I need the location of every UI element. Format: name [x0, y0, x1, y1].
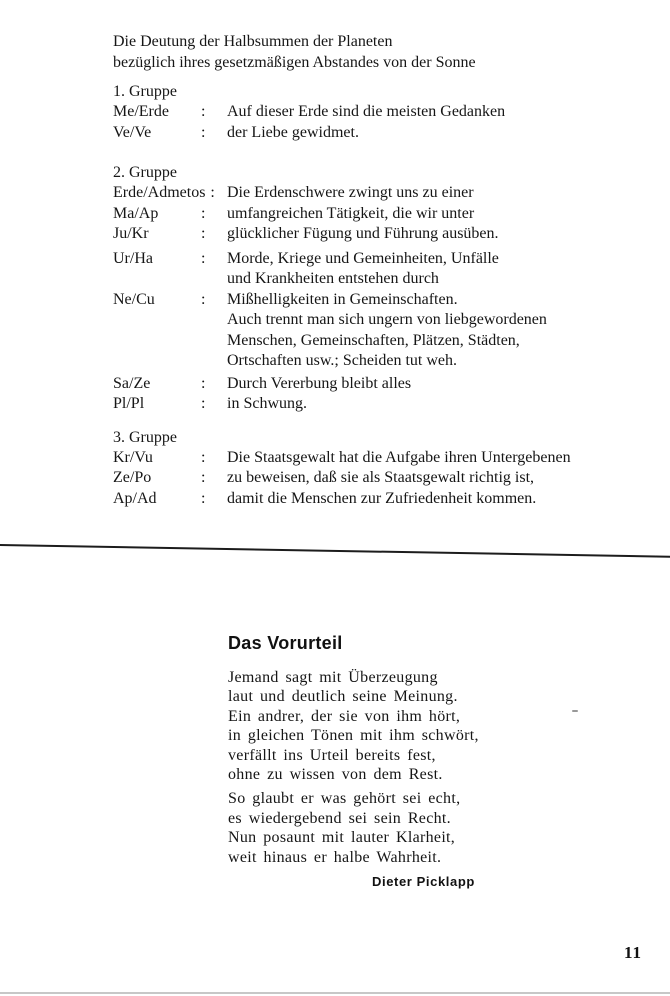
- pair-label: [113, 269, 201, 290]
- planet-pair-row: [113, 183, 633, 204]
- poem-line: Jemand sagt mit Überzeugung: [228, 669, 438, 686]
- interpretation-text: Mißhelligkeiten in Gemeinschaften.: [227, 290, 458, 308]
- continuation-row: [113, 310, 633, 331]
- colon-separator: :: [201, 469, 206, 486]
- colon-separator: :: [210, 184, 215, 201]
- interpretation-text: Menschen, Gemeinschaften, Plätzen, Städten,: [227, 331, 520, 349]
- halfsum-interpretation-block: [113, 31, 633, 509]
- continuation-row: [113, 269, 633, 290]
- pair-label: Pl/Pl: [113, 395, 145, 412]
- pair-label: Ma/Ap: [113, 204, 159, 222]
- colon-separator: [201, 331, 227, 352]
- interpretation-text: glücklicher Fügung und Führung ausüben.: [227, 225, 499, 242]
- planet-pair-row: [113, 374, 633, 395]
- interpretation-text: Durch Vererbung bleibt alles: [227, 374, 412, 392]
- page-number: 11: [624, 943, 643, 962]
- poem-line: verfällt ins Urteil bereits fest,: [228, 746, 436, 764]
- planet-pair-row: [113, 290, 633, 311]
- colon-separator: [201, 310, 227, 331]
- planet-pair-row: [113, 123, 633, 144]
- interpretation-text: umfangreichen Tätigkeit, die wir unter: [227, 204, 475, 222]
- planet-pair-row: [113, 448, 633, 469]
- interpretation-text: Die Erdenschwere zwingt uns zu einer: [227, 184, 474, 201]
- poem-line: So glaubt er was gehört sei echt,: [228, 790, 461, 808]
- pair-label: Ju/Kr: [113, 225, 149, 242]
- planet-pair-row: [113, 224, 633, 245]
- pair-label: [113, 310, 201, 331]
- planet-pair-row: [113, 394, 633, 415]
- planet-pair-row: [113, 489, 633, 510]
- interpretation-text: damit die Menschen zur Zufriedenheit kommen.: [227, 489, 537, 507]
- poem-line: laut und deutlich seine Meinung.: [228, 688, 458, 706]
- colon-separator: :: [201, 448, 206, 466]
- poem-title: Das Vorurteil: [228, 633, 343, 653]
- poem-block: [228, 632, 608, 889]
- planet-pair-row: [113, 468, 633, 489]
- colon-separator: :: [201, 123, 206, 141]
- interpretation-text: zu beweisen, daß sie als Staatsgewalt richtig ist,: [227, 469, 535, 486]
- group-2-title: 2. Gruppe: [113, 164, 177, 181]
- pair-label: Ne/Cu: [113, 290, 155, 308]
- pair-label: [113, 183, 227, 204]
- colon-separator: :: [201, 374, 206, 392]
- pair-label: Ze/Po: [113, 469, 152, 486]
- poem-line: es wiedergebend sei sein Recht.: [228, 809, 451, 827]
- continuation-row: [113, 331, 633, 352]
- document-title-line2: bezüglich ihres gesetzmäßigen Abstandes von der Sonne: [113, 54, 476, 71]
- pair-label: Ur/Ha: [113, 249, 153, 267]
- pair-label: Ve/Ve: [113, 123, 152, 141]
- scan-artifact-speck: [572, 710, 578, 712]
- poem-stanza-1: [228, 668, 608, 784]
- poem-author: Dieter Picklapp: [372, 874, 475, 890]
- planet-pair-row: [113, 204, 633, 225]
- colon-separator: :: [201, 249, 206, 267]
- interpretation-text: Morde, Kriege und Gemeinheiten, Unfälle: [227, 249, 499, 267]
- colon-separator: [201, 351, 227, 372]
- poem-line: weit hinaus er halbe Wahrheit.: [228, 848, 442, 866]
- colon-separator: :: [201, 204, 206, 222]
- poem-line: ohne zu wissen von dem Rest.: [228, 766, 443, 784]
- poem-line: in gleichen Tönen mit ihm schwört,: [228, 727, 479, 745]
- document-title-line1: Die Deutung der Halbsummen der Planeten: [113, 33, 393, 50]
- pair-label: Kr/Vu: [113, 448, 153, 466]
- poem-stanza-2: [228, 789, 608, 867]
- interpretation-text: Ortschaften usw.; Scheiden tut weh.: [227, 352, 458, 369]
- interpretation-text: Auch trennt man sich ungern von liebgewordenen: [227, 311, 547, 328]
- interpretation-text: der Liebe gewidmet.: [227, 123, 359, 141]
- colon-separator: [201, 269, 227, 290]
- pair-label: Ap/Ad: [113, 489, 157, 507]
- pair-label: [113, 351, 201, 372]
- planet-pair-row: [113, 102, 633, 123]
- pair-label: Sa/Ze: [113, 374, 151, 392]
- document-title: [113, 31, 633, 73]
- poem-line: Nun posaunt mit lauter Klarheit,: [228, 829, 456, 847]
- colon-separator: :: [201, 290, 206, 308]
- colon-separator: :: [201, 489, 206, 507]
- continuation-row: [113, 351, 633, 372]
- interpretation-text: in Schwung.: [227, 395, 307, 412]
- bottom-scan-edge-line: [0, 992, 670, 994]
- pair-label: [113, 331, 201, 352]
- group-1-title: 1. Gruppe: [113, 83, 177, 100]
- interpretation-text: Die Staatsgewalt hat die Aufgabe ihren Untergebenen: [227, 448, 571, 466]
- pair-label-text: Erde/Admetos: [113, 184, 206, 201]
- colon-separator: :: [201, 103, 206, 120]
- poem-line: Ein andrer, der sie von ihm hört,: [228, 707, 461, 725]
- colon-separator: :: [201, 225, 206, 242]
- pair-label: Me/Erde: [113, 103, 169, 120]
- group-3-title: 3. Gruppe: [113, 428, 177, 446]
- colon-separator: :: [201, 395, 206, 412]
- planet-pair-row: [113, 249, 633, 270]
- interpretation-text: und Krankheiten entstehen durch: [227, 270, 439, 287]
- interpretation-text: Auf dieser Erde sind die meisten Gedanken: [227, 103, 506, 120]
- section-divider-line: [0, 544, 670, 558]
